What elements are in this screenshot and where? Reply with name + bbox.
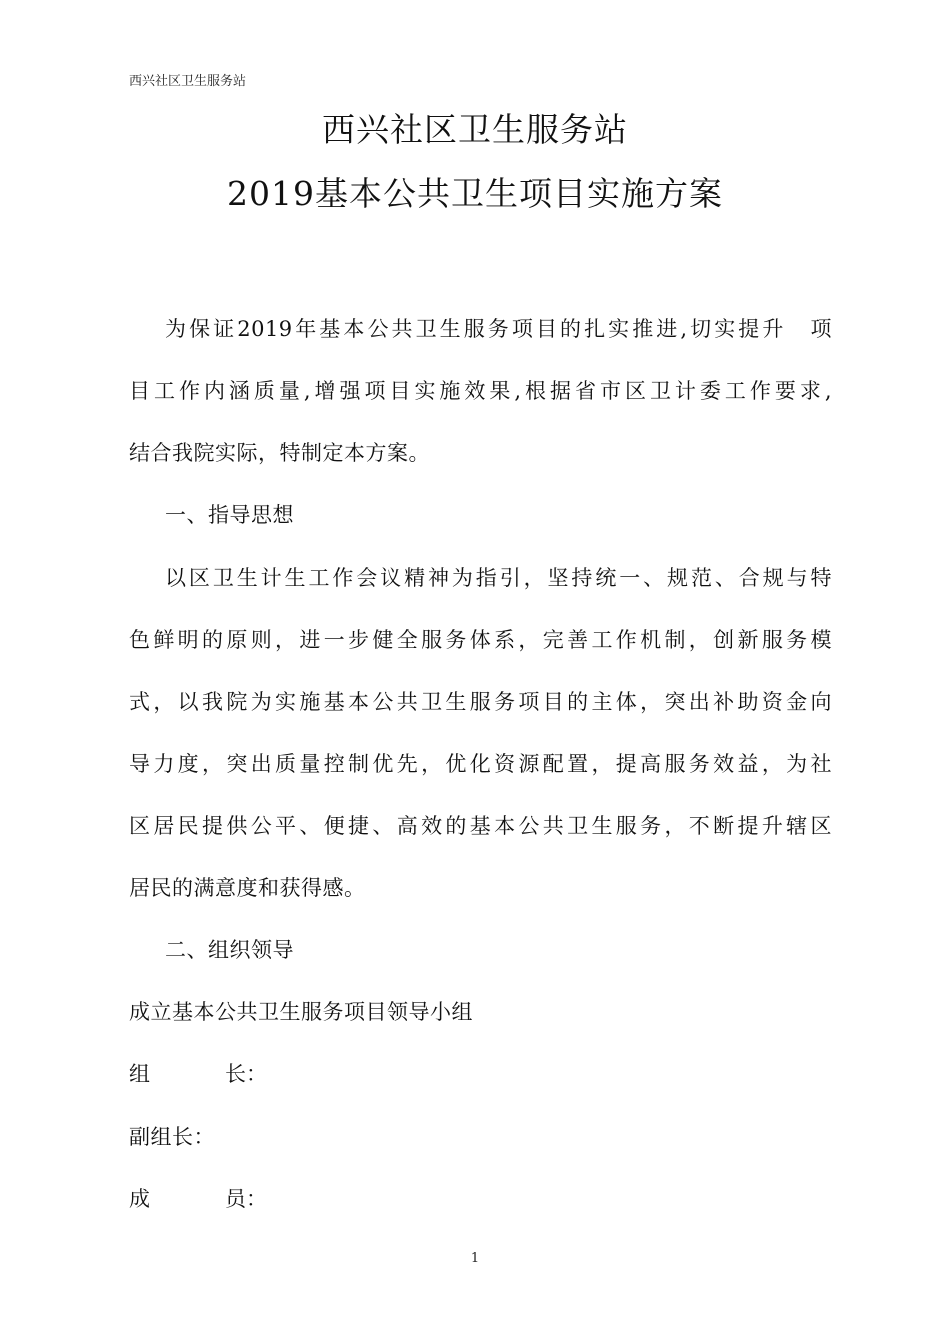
section1-line-5: 区居民提供公平、便捷、高效的基本公共卫生服务，不断提升辖区 (129, 814, 832, 838)
member-label-rest: 员： (225, 1187, 267, 1211)
intro-line-3: 结合我院实际，特制定本方案。 (129, 441, 430, 465)
section1-line-2: 色鲜明的原则，进一步健全服务体系，完善工作机制，创新服务模 (129, 628, 832, 652)
leader-label-rest: 长： (225, 1062, 267, 1086)
leader-label-char: 组 (129, 1062, 150, 1086)
running-header: 西兴社区卫生服务站 (129, 74, 247, 89)
section-heading-guiding-ideology: 一、指导思想 (165, 503, 294, 527)
section-heading-organization-leadership: 二、组织领导 (165, 938, 294, 962)
deputy-leader-label: 副组长： (129, 1125, 215, 1149)
member-label-char: 成 (129, 1187, 150, 1211)
intro-line-2: 目工作内涵质量,增强项目实施效果,根据省市区卫计委工作要求, (129, 379, 832, 403)
section2-intro: 成立基本公共卫生服务项目领导小组 (129, 1000, 473, 1024)
intro-line-1: 为保证2019年基本公共卫生服务项目的扎实推进,切实提升 项 (165, 317, 832, 341)
page-number: 1 (470, 1251, 480, 1266)
section1-line-3: 式，以我院为实施基本公共卫生服务项目的主体，突出补助资金向 (129, 690, 832, 714)
document-title-line-2: 2019基本公共卫生项目实施方案 (227, 174, 723, 213)
document-title-line-1: 西兴社区卫生服务站 (322, 110, 628, 149)
section1-line-4: 导力度，突出质量控制优先，优化资源配置，提高服务效益，为社 (129, 752, 832, 776)
section1-line-1: 以区卫生计生工作会议精神为指引，坚持统一、规范、合规与特 (165, 566, 832, 590)
section1-line-6: 居民的满意度和获得感。 (129, 876, 366, 900)
